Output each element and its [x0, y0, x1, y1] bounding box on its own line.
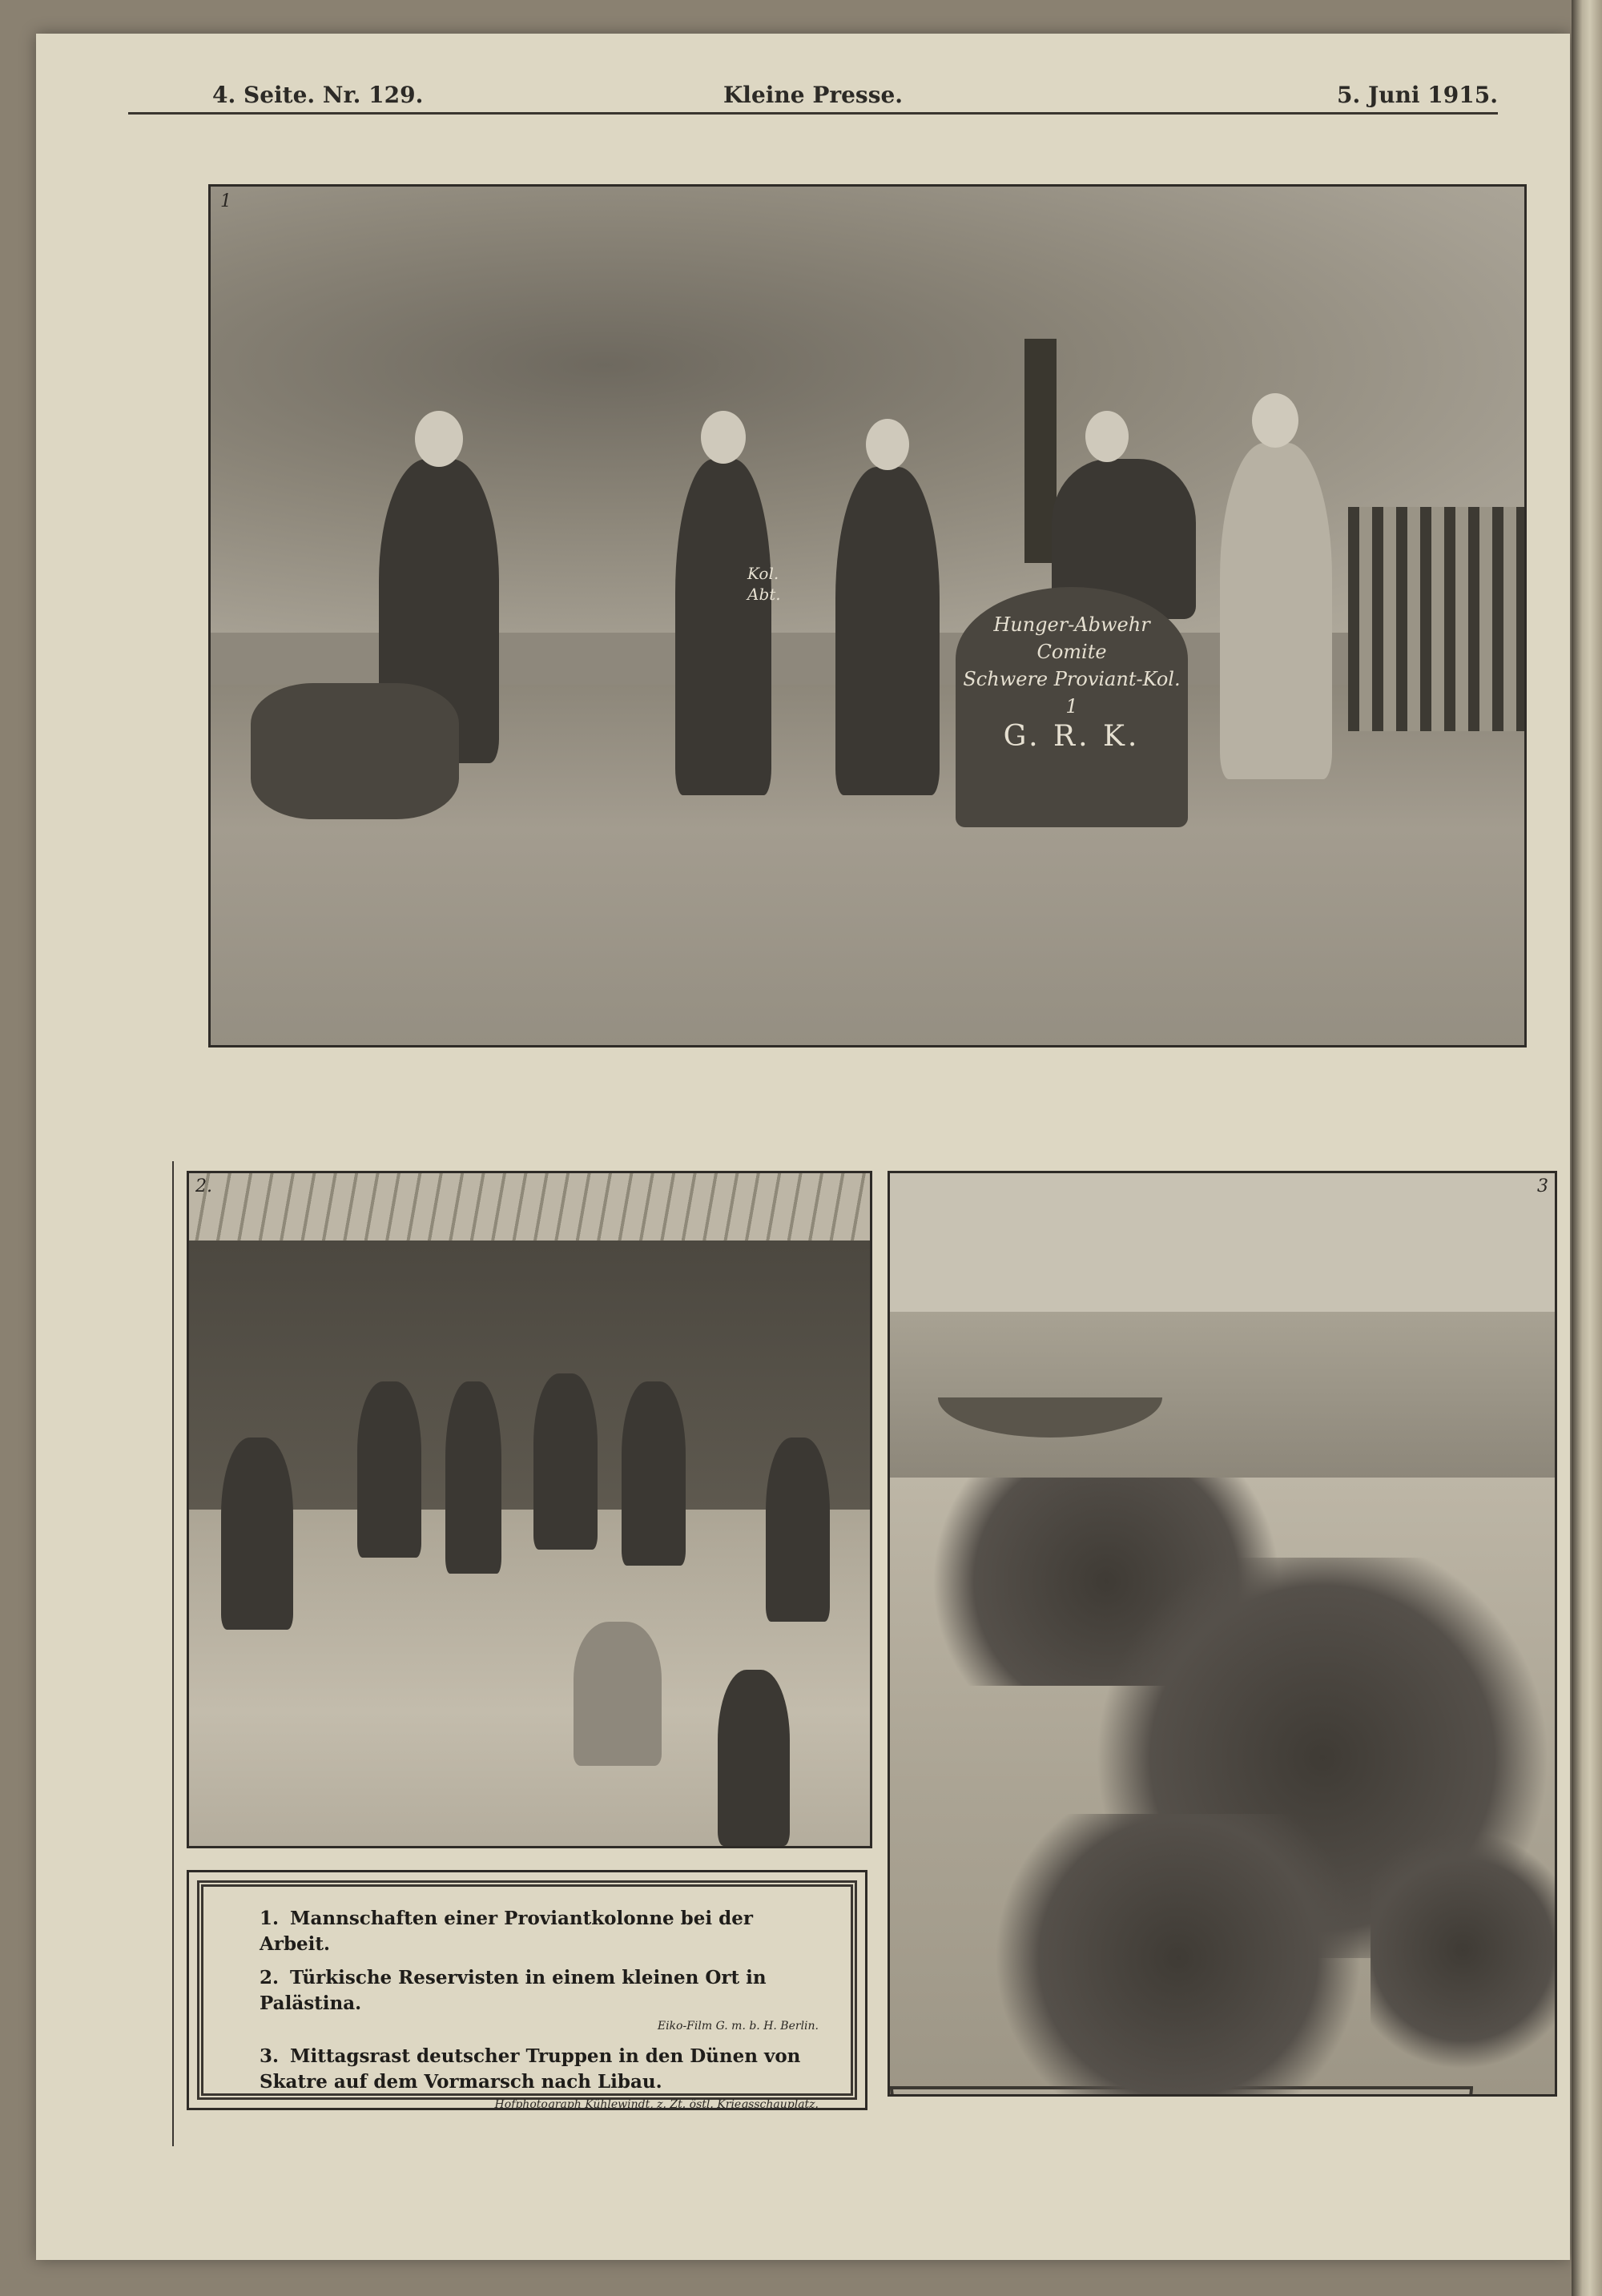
- page-number-label: 4. Seite. Nr. 129.: [212, 82, 424, 108]
- soldiers-foreground: [970, 1814, 1387, 2097]
- soldier-head: [1252, 393, 1298, 448]
- photo-number: 3: [1537, 1176, 1548, 1196]
- figure: [445, 1381, 501, 1574]
- soldier-figure: [1220, 443, 1332, 779]
- soldier-figure: [835, 467, 940, 795]
- issue-date: 5. Juni 1915.: [1336, 82, 1498, 108]
- figure: [357, 1381, 421, 1558]
- soldier-figure: [675, 459, 771, 795]
- sign-line: Hunger-Abwehr: [993, 613, 1150, 636]
- caption-inner: [197, 1880, 857, 2111]
- caption-item: [260, 1965, 819, 2017]
- soldier-head: [701, 411, 746, 464]
- caption-text: Türkische Reservisten in einem kleinen Ort in Palästina.: [260, 1967, 767, 2014]
- caption-item: [260, 2044, 819, 2095]
- figure: [766, 1438, 830, 1622]
- kitchen-sign: [956, 587, 1188, 827]
- cart-line: Abt.: [747, 585, 781, 604]
- caption-text: Mannschaften einer Proviantkolonne bei der Arbeit.: [260, 1908, 753, 1955]
- soldiers-right: [1371, 1814, 1555, 2086]
- caption-item: [260, 1906, 819, 1957]
- figure: [622, 1381, 686, 1566]
- figure: [533, 1373, 598, 1550]
- caption-number: 2.: [260, 1967, 280, 1988]
- photo-number: 1: [220, 191, 231, 211]
- sign-line: Comite: [1036, 641, 1107, 663]
- roof: [189, 1173, 870, 1240]
- page-header: [128, 80, 1498, 115]
- photo-turkish-reservists: [187, 1171, 872, 1848]
- calf-figure: [251, 683, 459, 819]
- fence: [1348, 507, 1524, 731]
- newspaper-title: Kleine Presse.: [723, 82, 904, 108]
- caption-box: [187, 1870, 867, 2110]
- figure: [221, 1438, 293, 1630]
- soldier-head: [866, 419, 909, 470]
- figure: [574, 1622, 662, 1766]
- caption-number: 1.: [260, 1908, 280, 1929]
- building-wall: [189, 1240, 870, 1510]
- sea: [890, 1312, 1555, 1478]
- cart-lettering: [747, 563, 781, 605]
- photo-number: 2.: [195, 1176, 212, 1196]
- soldier-head: [1085, 411, 1129, 462]
- figure: [718, 1670, 790, 1846]
- photo-troops-dunes: [888, 1171, 1557, 2097]
- caption-number: 3.: [260, 2045, 280, 2067]
- caption-text: Mittagsrast deutscher Truppen in den Dünen von Skatre auf dem Vormarsch nach Libau.: [260, 2045, 801, 2093]
- sky: [890, 1173, 1555, 1312]
- photo-proviant-column: [208, 184, 1527, 1047]
- sign-line: G. R. K.: [1003, 720, 1141, 753]
- cart-line: Kol.: [747, 564, 779, 583]
- photo-credit: Eiko-Film G. m. b. H. Berlin.: [657, 2020, 819, 2033]
- sign-line: Schwere Proviant-Kol. 1: [963, 668, 1181, 718]
- photo-credit: Hofphotograph Kühlewindt, z. Zt. östl. Kriegsschauplatz.: [494, 2098, 819, 2111]
- soldier-head: [415, 411, 463, 467]
- adjacent-page-edge: [1572, 0, 1602, 2296]
